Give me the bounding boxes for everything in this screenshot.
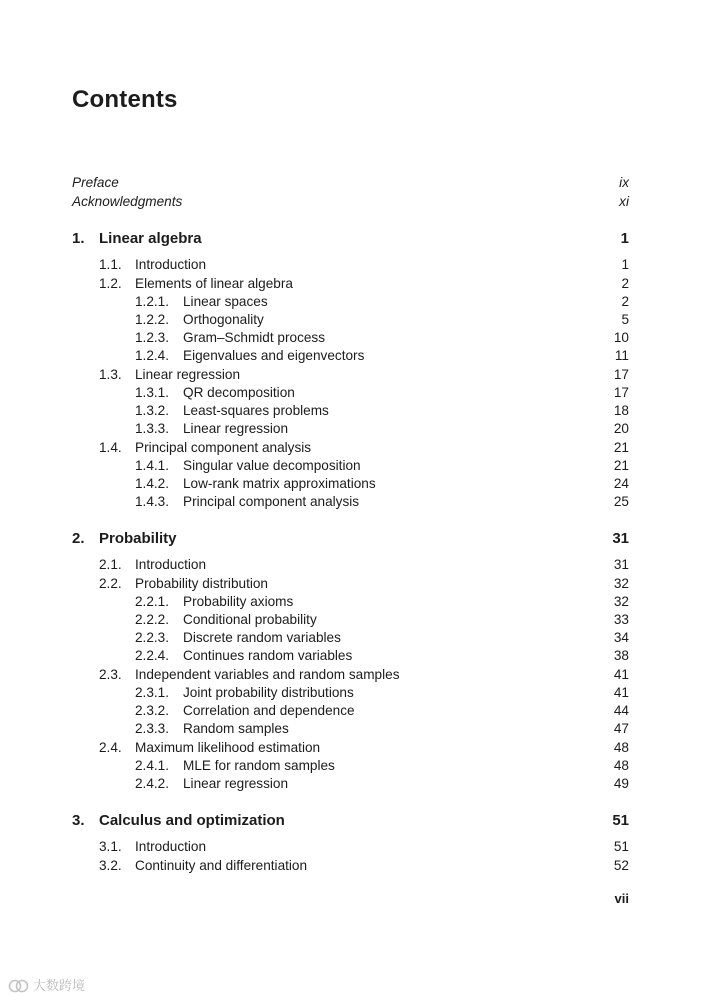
chapter-page: 1 [620,230,629,247]
subsection-page: 25 [613,494,629,509]
subsection-title: Gram–Schmidt process [183,330,326,345]
subsection-title: Conditional probability [183,612,317,627]
watermark-logo-icon [8,978,30,994]
toc-section[interactable] [0,739,707,757]
subsection-page: 20 [613,421,629,436]
subsection-page: 41 [613,685,629,700]
toc-subsection[interactable] [0,329,707,347]
subsection-page: 2 [621,294,629,309]
toc-subsection[interactable] [0,347,707,365]
subsection-number: 1.3.2. [135,403,170,418]
section-title: Maximum likelihood estimation [135,740,321,755]
subsection-number: 1.2.4. [135,348,170,363]
section-title: Introduction [135,557,207,572]
section-number: 2.2. [99,576,122,591]
toc-subsection[interactable] [0,702,707,720]
section-title: Introduction [135,839,207,854]
subsection-page: 49 [613,776,629,791]
toc-subsection[interactable] [0,775,707,793]
toc-subsection[interactable] [0,647,707,665]
entry-page: ix [619,175,629,190]
subsection-page: 38 [613,648,629,663]
chapter-number: 1. [72,230,85,247]
toc-subsection[interactable] [0,720,707,738]
subsection-number: 2.2.1. [135,594,170,609]
subsection-number: 1.4.1. [135,458,170,473]
subsection-title: Probability axioms [183,594,294,609]
subsection-number: 2.2.3. [135,630,170,645]
toc-chapter-3[interactable] [0,812,707,830]
section-page: 31 [613,557,629,572]
subsection-number: 2.4.2. [135,776,170,791]
toc-subsection[interactable] [0,629,707,647]
chapter-number: 2. [72,530,85,547]
section-page: 41 [613,667,629,682]
subsection-page: 33 [613,612,629,627]
subsection-title: Singular value decomposition [183,458,361,473]
subsection-page: 21 [613,458,629,473]
toc-section[interactable] [0,666,707,684]
section-page: 52 [613,858,629,873]
chapter-number: 3. [72,812,85,829]
subsection-title: Discrete random variables [183,630,341,645]
subsection-title: Least-squares problems [183,403,329,418]
section-title: Independent variables and random samples [135,667,400,682]
watermark [8,977,85,995]
page-title: Contents [72,86,178,113]
subsection-page: 10 [613,330,629,345]
toc-chapter-1[interactable] [0,230,707,248]
subsection-title: Correlation and dependence [183,703,355,718]
section-number: 1.2. [99,276,122,291]
section-number: 2.1. [99,557,122,572]
toc-section[interactable] [0,575,707,593]
toc-chapter-2[interactable] [0,530,707,548]
toc-section[interactable] [0,838,707,856]
subsection-title: QR decomposition [183,385,295,400]
subsection-page: 47 [613,721,629,736]
section-page: 51 [613,839,629,854]
subsection-page: 32 [613,594,629,609]
subsection-number: 1.2.2. [135,312,170,327]
toc-subsection[interactable] [0,757,707,775]
section-number: 3.2. [99,858,122,873]
section-number: 3.1. [99,839,122,854]
toc-subsection[interactable] [0,311,707,329]
toc-subsection[interactable] [0,684,707,702]
subsection-number: 2.3.1. [135,685,170,700]
subsection-page: 11 [614,348,629,363]
toc-subsection[interactable] [0,384,707,402]
section-page: 48 [613,740,629,755]
chapter-title: Calculus and optimization [99,812,285,829]
subsection-number: 1.4.2. [135,476,170,491]
section-number: 1.3. [99,367,122,382]
page-number: vii [614,891,629,906]
subsection-number: 2.4.1. [135,758,170,773]
section-page: 21 [613,440,629,455]
subsection-page: 5 [621,312,629,327]
toc-section[interactable] [0,366,707,384]
subsection-number: 2.2.2. [135,612,170,627]
subsection-page: 34 [613,630,629,645]
subsection-title: Joint probability distributions [183,685,354,700]
subsection-title: Low-rank matrix approximations [183,476,376,491]
subsection-number: 2.2.4. [135,648,170,663]
toc-subsection[interactable] [0,293,707,311]
subsection-number: 1.3.3. [135,421,170,436]
section-page: 1 [621,257,629,272]
toc-section[interactable] [0,275,707,293]
chapter-title: Linear algebra [99,230,202,247]
toc-subsection[interactable] [0,420,707,438]
subsection-number: 2.3.3. [135,721,170,736]
subsection-number: 1.2.1. [135,294,170,309]
toc-section[interactable] [0,857,707,875]
watermark-text: 大数跨境 [33,978,86,993]
toc-section[interactable] [0,256,707,274]
subsection-number: 1.3.1. [135,385,170,400]
subsection-page: 48 [613,758,629,773]
section-page: 32 [613,576,629,591]
section-page: 2 [621,276,629,291]
section-number: 1.4. [99,440,122,455]
section-page: 17 [613,367,629,382]
section-title: Continuity and differentiation [135,858,308,873]
chapter-page: 31 [612,530,629,547]
toc-entry-acknowledgments[interactable] [0,193,707,211]
chapter-title: Probability [99,530,177,547]
subsection-number: 2.3.2. [135,703,170,718]
subsection-title: Principal component analysis [183,494,360,509]
subsection-page: 24 [613,476,629,491]
section-number: 2.3. [99,667,122,682]
section-number: 2.4. [99,740,122,755]
subsection-title: Eigenvalues and eigenvectors [183,348,365,363]
subsection-page: 17 [613,385,629,400]
toc-entry-preface[interactable] [0,174,707,192]
toc-section[interactable] [0,556,707,574]
section-title: Introduction [135,257,207,272]
entry-page: xi [619,194,629,209]
toc-subsection[interactable] [0,457,707,475]
toc-subsection[interactable] [0,475,707,493]
section-number: 1.1. [99,257,122,272]
toc-subsection[interactable] [0,593,707,611]
subsection-number: 1.2.3. [135,330,170,345]
toc-subsection[interactable] [0,611,707,629]
subsection-title: Linear regression [183,776,289,791]
section-title: Principal component analysis [135,440,312,455]
subsection-page: 18 [613,403,629,418]
subsection-title: Orthogonality [183,312,264,327]
entry-title: Preface [72,175,119,190]
section-title: Probability distribution [135,576,268,591]
toc-subsection[interactable] [0,493,707,511]
toc-subsection[interactable] [0,402,707,420]
subsection-number: 1.4.3. [135,494,170,509]
toc-section[interactable] [0,439,707,457]
section-title: Linear regression [135,367,241,382]
subsection-title: Linear spaces [183,294,268,309]
subsection-title: Random samples [183,721,289,736]
chapter-page: 51 [612,812,629,829]
entry-title: Acknowledgments [72,194,183,209]
subsection-title: Continues random variables [183,648,353,663]
subsection-title: Linear regression [183,421,289,436]
section-title: Elements of linear algebra [135,276,293,291]
subsection-title: MLE for random samples [183,758,335,773]
subsection-page: 44 [613,703,629,718]
